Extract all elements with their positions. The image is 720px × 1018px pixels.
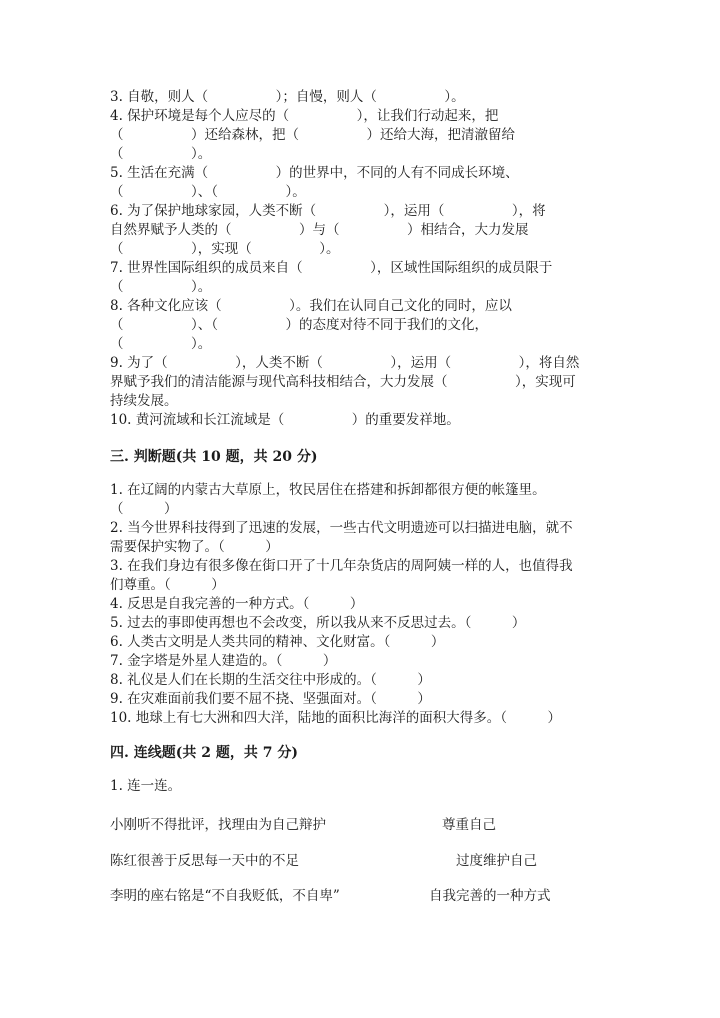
fill-line: 3. 自敬，则人（ ）；自慢，则人（ ）。 bbox=[110, 89, 465, 105]
fill-line: （ ）。 bbox=[110, 336, 212, 352]
match-right-item[interactable]: 尊重自己 bbox=[442, 817, 496, 833]
match-right-item[interactable]: 过度维护自己 bbox=[456, 853, 537, 869]
fill-line: （ ）、（ ）的态度对待不同于我们的文化， bbox=[110, 317, 488, 333]
fill-line: 8. 各种文化应该（ ）。我们在认同自己文化的同时，应以 bbox=[110, 298, 512, 314]
match-left-item[interactable]: 小刚听不得批评，找理由为自己辩护 bbox=[110, 817, 326, 833]
judge-line: （ ） bbox=[110, 501, 178, 517]
judge-line: 5. 过去的事即使再想也不会改变，所以我从来不反思过去。（ ） bbox=[110, 615, 526, 631]
judge-line: 1. 在辽阔的内蒙古大草原上，牧民居住在搭建和拆卸都很方便的帐篷里。 bbox=[110, 482, 546, 498]
fill-line: 6. 为了保护地球家园，人类不断（ ），运用（ ），将 bbox=[110, 203, 546, 219]
judge-line: 们尊重。（ ） bbox=[110, 577, 225, 593]
fill-line: （ ）、（ ）。 bbox=[110, 184, 306, 200]
judge-line: 8. 礼仪是人们在长期的生活交往中形成的。（ ） bbox=[110, 672, 431, 688]
match-right-item[interactable]: 自我完善的一种方式 bbox=[429, 888, 551, 904]
judge-line: 4. 反思是自我完善的一种方式。（ ） bbox=[110, 596, 364, 612]
fill-line: 自然界赋予人类的（ ）与（ ）相结合，大力发展 bbox=[110, 222, 529, 238]
match-left-item[interactable]: 陈红很善于反思每一天中的不足 bbox=[110, 853, 299, 869]
fill-line: 4. 保护环境是每个人应尽的（ ），让我们行动起来，把 bbox=[110, 108, 499, 124]
fill-line: 10. 黄河流域和长江流域是（ ）的重要发祥地。 bbox=[110, 412, 460, 428]
match-left-item[interactable]: 李明的座右铭是“不自我贬低，不自卑” bbox=[110, 888, 340, 904]
section-title: 三. 判断题(共 10 题，共 20 分) bbox=[110, 449, 318, 465]
fill-line: （ ），实现（ ）。 bbox=[110, 241, 340, 257]
judge-line: 10. 地球上有七大洲和四大洋，陆地的面积比海洋的面积大得多。（ ） bbox=[110, 710, 562, 726]
judge-line: 9. 在灾难面前我们要不屈不挠、坚强面对。（ ） bbox=[110, 691, 431, 707]
judge-line: 6. 人类古文明是人类共同的精神、文化财富。（ ） bbox=[110, 634, 445, 650]
judge-line: 7. 金字塔是外星人建造的。（ ） bbox=[110, 653, 337, 669]
judge-line: 2. 当今世界科技得到了迅速的发展，一些古代文明遗迹可以扫描进电脑，就不 bbox=[110, 520, 573, 536]
fill-line: 7. 世界性国际组织的成员来自（ ），区域性国际组织的成员限于 bbox=[110, 260, 553, 276]
fill-line: 界赋予我们的清洁能源与现代高科技相结合，大力发展（ ），实现可 bbox=[110, 374, 576, 390]
fill-line: （ ）还给森林，把（ ）还给大海，把清澈留给 bbox=[110, 127, 515, 143]
fill-line: 9. 为了（ ），人类不断（ ），运用（ ），将自然 bbox=[110, 355, 580, 371]
judge-line: 需要保护实物了。（ ） bbox=[110, 539, 279, 555]
match-question: 1. 连一连。 bbox=[110, 778, 182, 794]
section-title: 四. 连线题(共 2 题，共 7 分) bbox=[110, 745, 298, 761]
fill-line: 5. 生活在充满（ ）的世界中，不同的人有不同成长环境、 bbox=[110, 165, 519, 181]
fill-line: 持续发展。 bbox=[110, 393, 178, 409]
judge-line: 3. 在我们身边有很多像在街口开了十几年杂货店的周阿姨一样的人，也值得我 bbox=[110, 558, 573, 574]
fill-line: （ ）。 bbox=[110, 279, 212, 295]
fill-line: （ ）。 bbox=[110, 146, 212, 162]
